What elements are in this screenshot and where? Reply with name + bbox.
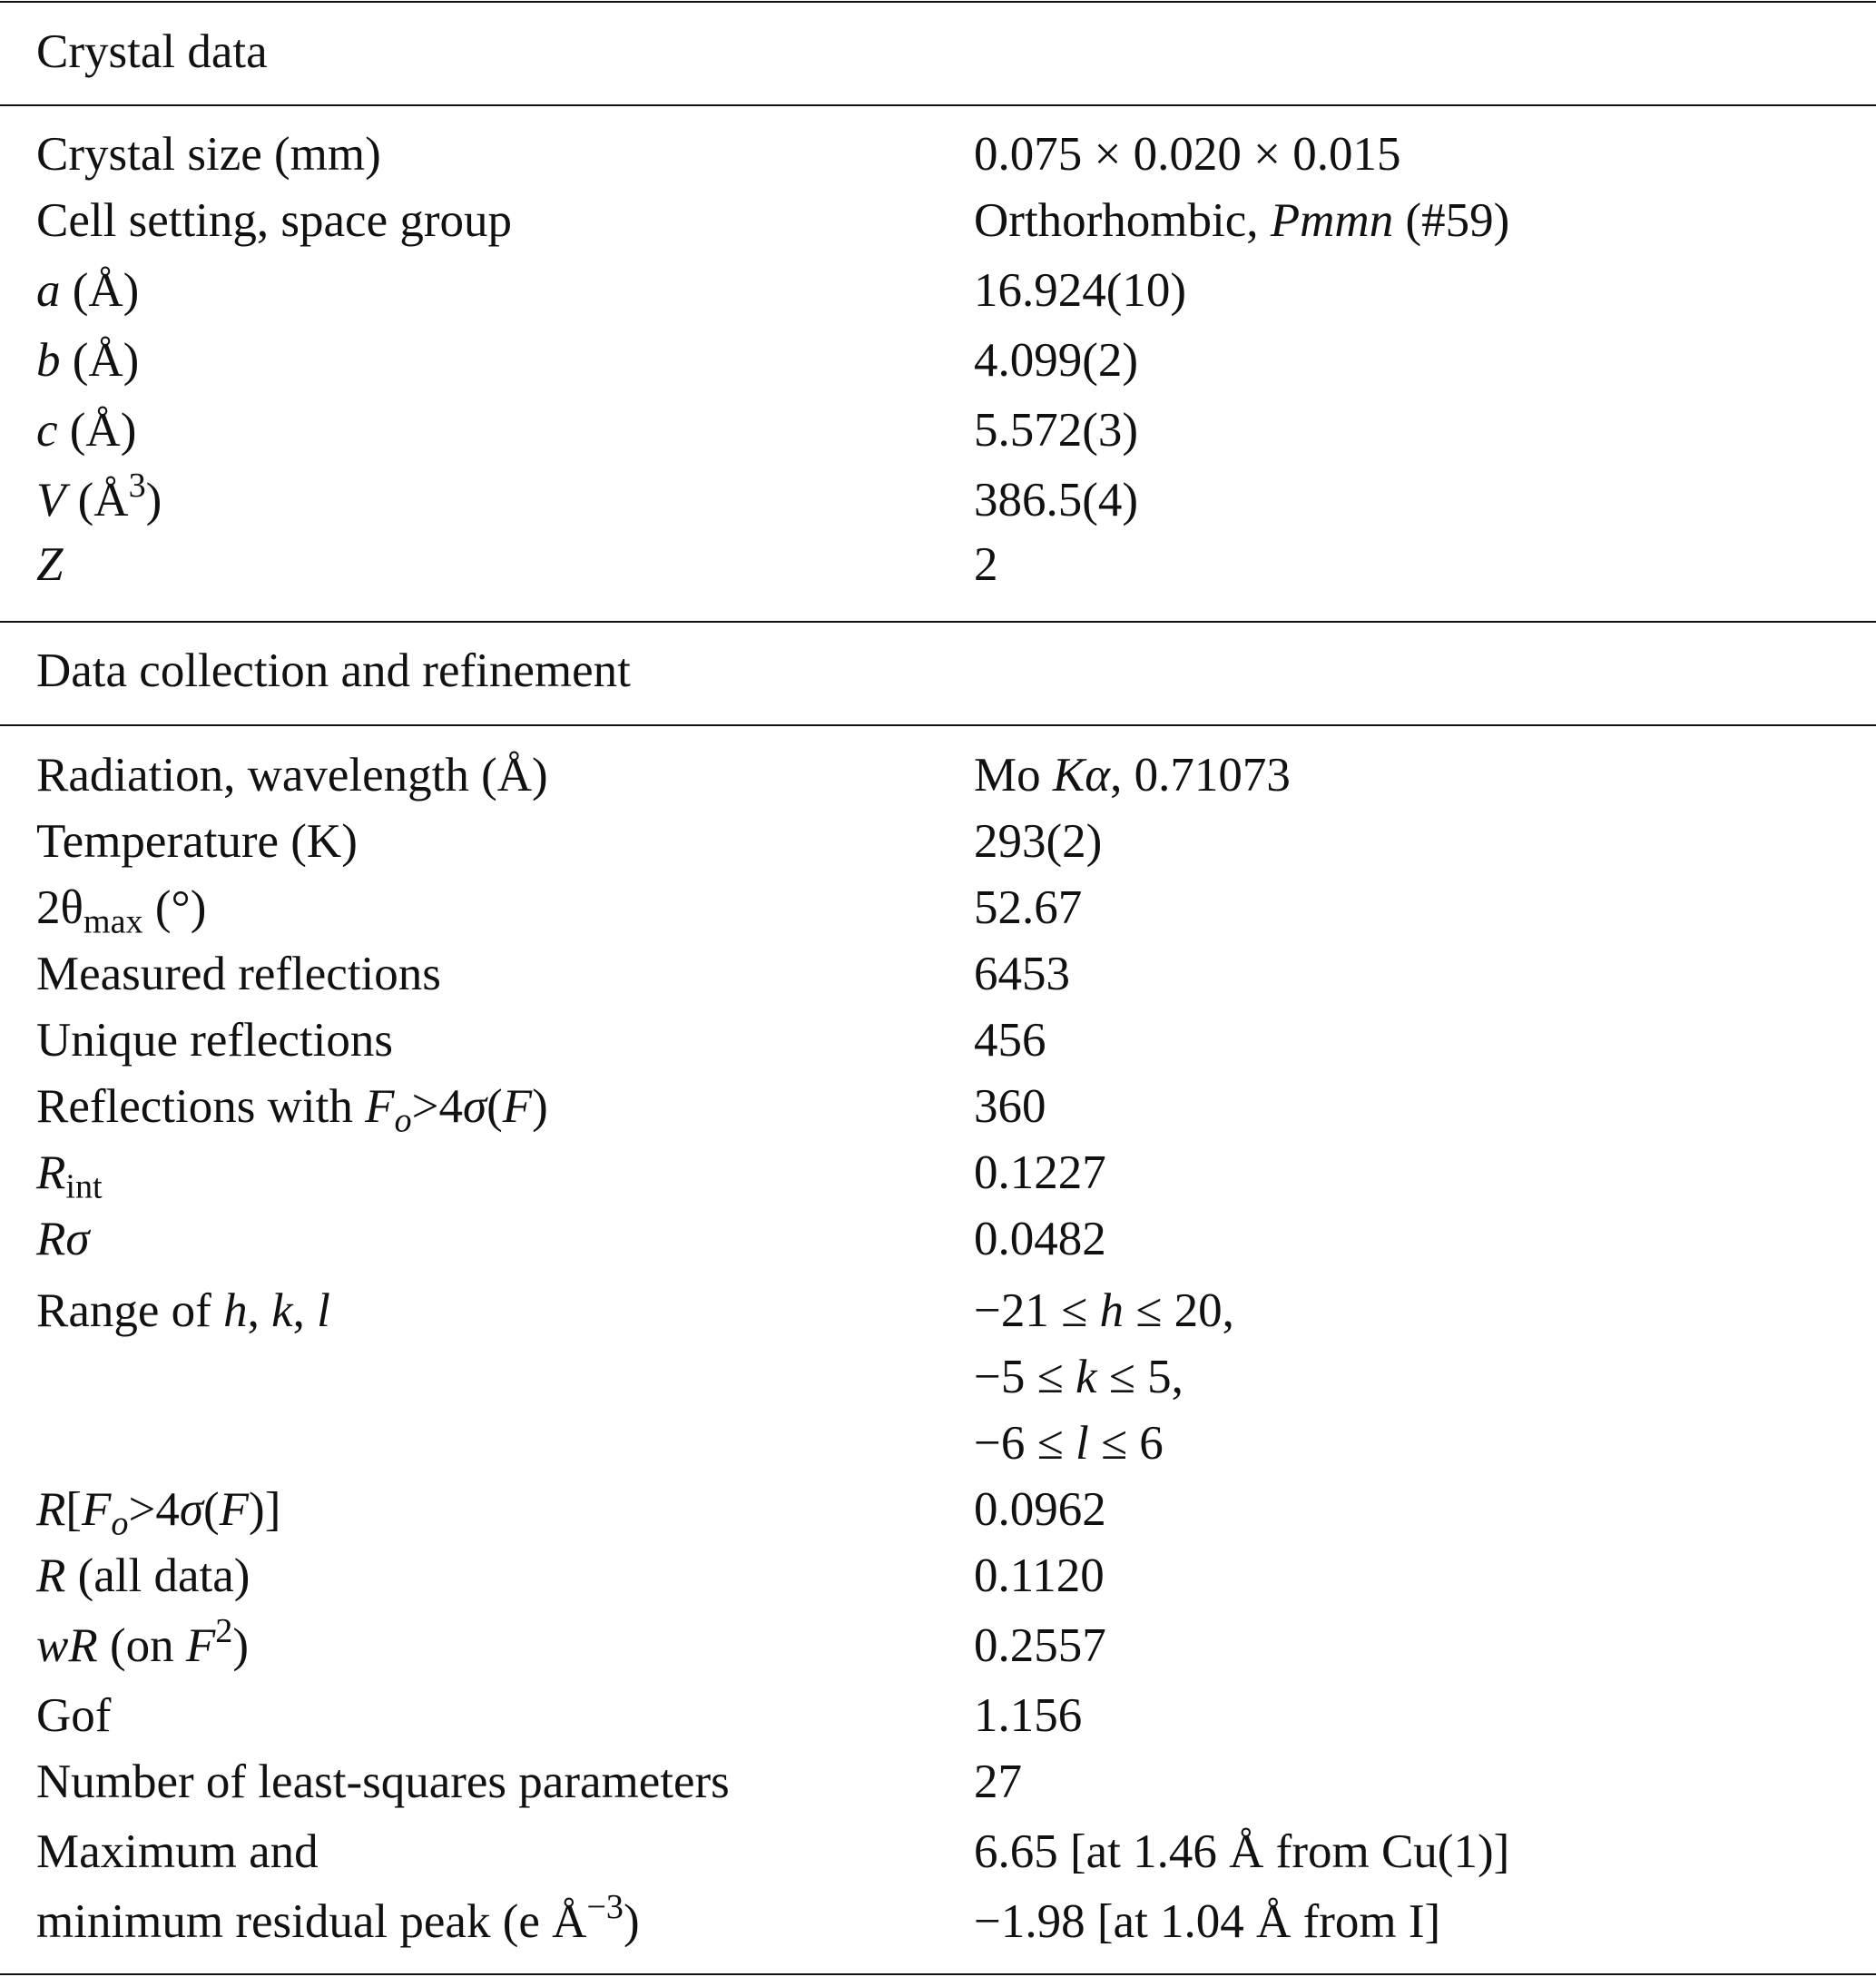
row-value: 386.5(4) [974, 474, 1139, 526]
table-row [0, 940, 1876, 1008]
table-row [0, 257, 1876, 324]
row-label: Number of least-squares parameters [36, 1756, 730, 1808]
bottom-rule [0, 1973, 1876, 1975]
row-value: −21 ≤ h ≤ 20, [974, 1284, 1234, 1337]
row-value: 0.075 × 0.020 × 0.015 [974, 128, 1401, 181]
row-label: Temperature (K) [36, 815, 358, 868]
row-value: 0.1227 [974, 1146, 1106, 1199]
row-value: 2 [974, 538, 998, 591]
row-value: 0.0962 [974, 1483, 1106, 1536]
row-value: 4.099(2) [974, 334, 1139, 387]
table-row [0, 1612, 1876, 1679]
row-label: minimum residual peak (e $Å^{-3}$) [36, 1888, 640, 1948]
table-row [0, 1748, 1876, 1815]
row-value: 456 [974, 1014, 1046, 1067]
section-title-data-collection: Data collection and refinement [36, 644, 631, 697]
row-value: −1.98 [at 1.04 Å from I] [974, 1895, 1441, 1948]
row-value: 0.1120 [974, 1549, 1105, 1602]
row-label: $R_{int}$ [36, 1146, 103, 1206]
section-rule [0, 621, 1876, 623]
table-row [0, 327, 1876, 394]
row-value: 293(2) [974, 815, 1103, 868]
row-label: Crystal size (mm) [36, 128, 381, 181]
table-row [0, 1542, 1876, 1609]
row-label: wR (on $F^2$) [36, 1612, 249, 1672]
row-label: c (Å) [36, 404, 137, 457]
table-row [0, 531, 1876, 598]
table-row [0, 1007, 1876, 1074]
table-row [0, 1818, 1876, 1885]
table-row [0, 1682, 1876, 1749]
row-label: Z [36, 538, 64, 591]
table-row [0, 1205, 1876, 1273]
row-label: $R[F_o>4\sigma(F)]$ [36, 1483, 281, 1543]
table-row [0, 121, 1876, 188]
section-rule [0, 724, 1876, 726]
row-value: 27 [974, 1756, 1022, 1808]
table-row [0, 742, 1876, 809]
row-label: Gof [36, 1689, 112, 1742]
row-label: Cell setting, space group [36, 194, 512, 247]
row-value: −5 ≤ k ≤ 5, [974, 1351, 1184, 1403]
row-value: Orthorhombic, Pmmn (#59) [974, 194, 1510, 247]
row-label: Maximum and [36, 1825, 319, 1878]
row-value: 0.2557 [974, 1619, 1106, 1672]
row-value: Mo Kα, 0.71073 [974, 749, 1291, 802]
table-row [0, 1277, 1876, 1344]
row-label: b (Å) [36, 334, 140, 387]
table-row [0, 1073, 1876, 1140]
row-value: 5.572(3) [974, 404, 1139, 457]
table-row [0, 808, 1876, 875]
row-value: 6453 [974, 948, 1070, 1000]
row-label: R (all data) [36, 1549, 250, 1602]
row-label: Radiation, wavelength (Å) [36, 749, 548, 802]
row-value: 16.924(10) [974, 264, 1187, 317]
row-label: $2\theta_{max}$ (°) [36, 881, 207, 941]
row-label: V $(Å^3)$ [36, 467, 162, 526]
row-label: Measured reflections [36, 948, 441, 1000]
table-row [0, 1139, 1876, 1206]
table-row-continuation [0, 1343, 1876, 1411]
table-row [0, 467, 1876, 534]
table-row [0, 187, 1876, 254]
row-value: −6 ≤ l ≤ 6 [974, 1417, 1164, 1470]
row-value: 6.65 [at 1.46 Å from Cu(1)] [974, 1825, 1510, 1878]
table-row-continuation [0, 1888, 1876, 1955]
row-label: a (Å) [36, 264, 140, 317]
section-rule [0, 104, 1876, 106]
row-value: 52.67 [974, 881, 1083, 934]
table-row [0, 874, 1876, 941]
table-row [0, 1476, 1876, 1543]
table-row-continuation [0, 1410, 1876, 1477]
row-label: Rσ [36, 1213, 90, 1265]
row-value: 1.156 [974, 1689, 1083, 1742]
row-label: Reflections with $F_o>4\sigma(F)$ [36, 1080, 548, 1140]
top-rule [0, 1, 1876, 3]
row-value: 0.0482 [974, 1213, 1106, 1265]
row-value: 360 [974, 1080, 1046, 1133]
table-row [0, 397, 1876, 464]
row-label: Range of h, k, l [36, 1284, 330, 1337]
section-title-crystal-data: Crystal data [36, 25, 268, 78]
row-label: Unique reflections [36, 1014, 393, 1067]
